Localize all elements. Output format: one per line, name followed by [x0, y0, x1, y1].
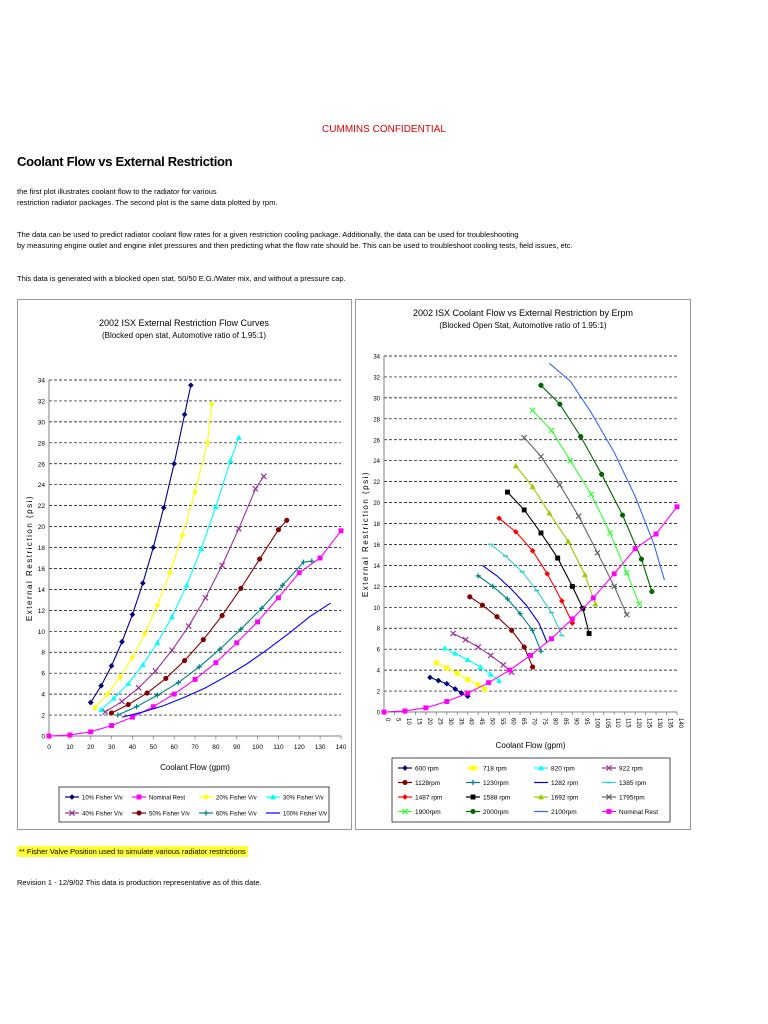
- x-tick-label: 60: [170, 744, 178, 751]
- data-point: [253, 486, 258, 491]
- data-point: [136, 685, 141, 690]
- data-point: [186, 623, 191, 628]
- y-tick-label: 32: [37, 398, 45, 406]
- y-tick-label: 4: [376, 668, 380, 675]
- data-point: [509, 628, 514, 633]
- legend-label: 1692 rpm: [551, 794, 579, 802]
- data-point: [654, 532, 658, 536]
- data-point: [140, 581, 145, 586]
- y-tick-label: 14: [373, 563, 380, 570]
- y-tick-label: 6: [41, 670, 45, 678]
- chart-subtitle: (Blocked open stat, Automotive ratio of 1.95:1): [101, 331, 267, 340]
- data-point: [193, 677, 197, 681]
- x-tick-label: 65: [520, 718, 527, 725]
- data-point: [236, 435, 241, 440]
- legend-label: 1128rpm: [415, 780, 441, 787]
- legend-label: 1487 rpm: [415, 794, 443, 802]
- data-point: [169, 614, 174, 619]
- legend-label: 1588 rpm: [483, 794, 511, 802]
- data-point: [463, 637, 468, 642]
- data-point: [188, 383, 193, 388]
- data-point: [68, 733, 72, 737]
- x-tick-label: 50: [488, 718, 495, 725]
- data-point: [172, 461, 177, 466]
- y-tick-label: 0: [376, 710, 380, 717]
- series-2000rpm: [539, 383, 655, 594]
- data-point: [192, 489, 197, 494]
- data-point: [675, 505, 679, 509]
- data-point: [582, 572, 587, 577]
- data-point: [476, 644, 481, 649]
- x-tick-label: 110: [273, 744, 284, 751]
- data-point: [182, 412, 187, 417]
- series-line: [541, 385, 652, 591]
- data-point: [257, 557, 262, 562]
- data-point: [522, 645, 527, 650]
- revision-note: Revision 1 - 12/9/02 This data is production representative as of this date.: [17, 878, 262, 887]
- legend-label: 820 rpm: [551, 765, 575, 773]
- x-tick-label: 70: [191, 744, 199, 751]
- data-point: [403, 709, 407, 713]
- x-tick-label: 45: [478, 718, 485, 725]
- legend-marker: [471, 766, 475, 770]
- data-point: [119, 639, 124, 644]
- data-point: [570, 584, 574, 588]
- data-point: [530, 408, 535, 413]
- data-point: [134, 704, 139, 709]
- series-line: [516, 466, 596, 604]
- data-point: [220, 613, 225, 618]
- x-tick-label: 25: [436, 718, 443, 725]
- data-point: [620, 513, 625, 518]
- legend-label: 1900rpm: [415, 809, 441, 816]
- legend-marker: [137, 811, 142, 816]
- y-tick-label: 4: [41, 691, 45, 699]
- y-tick-label: 18: [373, 522, 380, 529]
- data-point: [557, 402, 562, 407]
- x-tick-label: 130: [314, 744, 326, 751]
- x-tick-label: 100: [593, 718, 600, 729]
- intro-line-1: the first plot illustrates coolant flow to the radiator for various: [17, 187, 217, 196]
- y-tick-label: 8: [376, 626, 380, 633]
- series-1128rpm: [467, 594, 534, 669]
- y-axis-label: External Restriction (psi): [25, 494, 34, 622]
- data-point: [436, 678, 441, 683]
- series-line: [122, 603, 331, 717]
- data-point: [538, 454, 543, 459]
- data-point: [639, 557, 644, 562]
- data-point: [528, 653, 532, 657]
- data-point: [109, 663, 114, 668]
- legend-marker: [403, 780, 408, 785]
- data-point: [220, 563, 225, 568]
- data-point: [455, 671, 459, 675]
- data-point: [276, 596, 280, 600]
- data-point: [599, 472, 604, 477]
- chart-panel-by-erpm: [355, 299, 691, 830]
- legend-marker: [137, 795, 141, 799]
- data-point: [549, 637, 553, 641]
- data-point: [339, 529, 343, 533]
- y-tick-label: 30: [37, 419, 45, 427]
- data-point: [549, 428, 554, 433]
- data-point: [261, 474, 266, 479]
- flow-curves-chart: [18, 300, 351, 829]
- data-point: [595, 550, 600, 555]
- data-point: [450, 631, 455, 636]
- x-axis-label: Coolant Flow (gpm): [495, 741, 566, 750]
- data-point: [539, 531, 543, 535]
- data-point: [568, 458, 573, 463]
- data-point: [486, 680, 490, 684]
- data-point: [205, 440, 210, 445]
- data-point: [559, 598, 564, 603]
- data-point: [235, 641, 239, 645]
- data-point: [47, 734, 51, 738]
- legend-label: 1282 rpm: [551, 780, 579, 787]
- data-point: [624, 570, 629, 575]
- legend-label: 2000rpm: [483, 809, 509, 816]
- data-point: [255, 620, 259, 624]
- y-tick-label: 8: [41, 649, 45, 657]
- intro-paragraph: [17, 186, 737, 208]
- y-tick-label: 14: [37, 586, 45, 594]
- y-tick-label: 34: [373, 354, 380, 361]
- data-point: [434, 661, 438, 665]
- chart-title: 2002 ISX External Restriction Flow Curves: [98, 318, 270, 328]
- x-tick-label: 55: [499, 718, 506, 725]
- data-point: [480, 603, 485, 608]
- series-nominal-rest: [47, 529, 343, 739]
- y-tick-label: 16: [37, 565, 45, 573]
- y-tick-label: 26: [373, 438, 380, 445]
- x-tick-label: 75: [540, 718, 547, 725]
- legend-label: 2100rpm: [551, 809, 577, 816]
- data-point: [236, 526, 241, 531]
- legend-label: 30% Fisher V/v: [283, 795, 324, 802]
- x-tick-label: 120: [635, 718, 642, 729]
- legend-label: 922 rpm: [619, 765, 643, 773]
- data-point: [607, 530, 612, 535]
- data-point: [612, 572, 616, 576]
- series-line: [91, 385, 191, 702]
- data-point: [578, 434, 583, 439]
- y-tick-label: 18: [37, 545, 45, 553]
- y-tick-label: 10: [373, 605, 380, 612]
- y-axis-label: External Restriction (psi): [361, 470, 370, 598]
- data-point: [445, 666, 449, 670]
- x-tick-label: 95: [582, 718, 589, 725]
- series-line: [95, 404, 212, 708]
- data-point: [184, 583, 189, 588]
- data-point: [650, 589, 655, 594]
- footnote: ** Fisher Valve Position used to simulate various radiator restrictions: [19, 847, 246, 856]
- legend-label: 100% Fisher V/v: [283, 811, 328, 818]
- data-point: [199, 546, 204, 551]
- data-point: [180, 532, 185, 537]
- data-point: [624, 612, 629, 617]
- x-tick-label: 0: [47, 744, 51, 751]
- x-tick-label: 30: [446, 718, 453, 725]
- data-point: [130, 655, 135, 660]
- x-tick-label: 35: [457, 718, 464, 725]
- data-point: [530, 665, 535, 670]
- data-point: [276, 527, 281, 532]
- series-1282-rpm: [482, 565, 547, 642]
- y-tick-label: 26: [37, 461, 45, 469]
- y-tick-label: 2: [41, 712, 45, 720]
- data-point: [145, 691, 150, 696]
- series-nominal-rest: [382, 505, 679, 715]
- y-tick-label: 34: [37, 377, 45, 385]
- data-point: [228, 458, 233, 463]
- series-600-rpm: [427, 675, 470, 699]
- data-point: [209, 401, 214, 406]
- data-point: [570, 617, 574, 621]
- y-tick-label: 24: [373, 459, 380, 466]
- data-point: [556, 556, 560, 560]
- data-point: [88, 700, 93, 705]
- series-1487-rpm: [497, 516, 575, 626]
- data-point: [593, 602, 598, 607]
- chart-panel-flow-curves: [17, 299, 352, 830]
- usage-paragraph: [17, 229, 737, 251]
- series-718-rpm: [434, 661, 487, 692]
- data-point: [214, 661, 218, 665]
- data-point: [507, 668, 511, 672]
- legend-label: 60% Fisher V/v: [216, 811, 257, 818]
- data-point: [591, 596, 595, 600]
- x-tick-label: 20: [87, 744, 95, 751]
- data-point: [115, 712, 120, 717]
- x-tick-label: 90: [572, 718, 579, 725]
- x-tick-label: 60: [509, 718, 516, 725]
- data-point: [155, 603, 160, 608]
- legend-marker: [471, 809, 476, 814]
- y-tick-label: 20: [37, 524, 45, 532]
- data-point: [182, 658, 187, 663]
- x-tick-label: 30: [107, 744, 116, 751]
- x-tick-label: 135: [666, 718, 673, 729]
- legend-label: 50% Fisher V/v: [149, 811, 190, 818]
- data-point: [495, 614, 500, 619]
- data-point: [130, 612, 135, 617]
- data-point: [239, 586, 244, 591]
- data-point: [427, 675, 432, 680]
- data-point: [151, 545, 156, 550]
- x-tick-label: 50: [149, 744, 157, 751]
- series-line: [524, 438, 627, 615]
- x-tick-label: 10: [404, 718, 411, 725]
- data-point: [505, 490, 509, 494]
- x-tick-label: 140: [335, 744, 347, 751]
- y-tick-label: 28: [37, 440, 45, 448]
- data-point: [467, 594, 472, 599]
- series-100-fisher-v-v: [122, 603, 331, 717]
- legend-marker: [607, 809, 611, 813]
- chart-title: 2002 ISX Coolant Flow vs External Restriction by Erpm: [412, 308, 634, 318]
- page-title: Coolant Flow vs External Restriction: [17, 154, 233, 169]
- legend-label: 40% Fisher V/v: [82, 811, 123, 818]
- chart-subtitle: (Blocked Open Stat, Automotive ratio of 1.95:1): [439, 321, 607, 330]
- data-point: [587, 631, 591, 635]
- data-point: [545, 571, 550, 576]
- data-point: [522, 508, 526, 512]
- data-point: [172, 692, 176, 696]
- data-point: [442, 646, 447, 651]
- data-point: [576, 514, 581, 519]
- y-tick-label: 22: [37, 503, 45, 511]
- data-point: [453, 651, 458, 656]
- data-point: [297, 570, 301, 574]
- x-tick-label: 90: [233, 744, 241, 751]
- data-point: [488, 653, 493, 658]
- x-tick-label: 80: [551, 718, 558, 725]
- series-line: [49, 531, 341, 736]
- series-line: [549, 363, 664, 580]
- x-tick-label: 115: [624, 718, 631, 728]
- data-point: [284, 518, 289, 523]
- data-point: [478, 664, 483, 669]
- intro-line-2: restriction radiator packages. The second plot is the same data plotted by rpm.: [17, 198, 278, 207]
- x-tick-label: 140: [677, 718, 683, 729]
- data-point: [589, 492, 594, 497]
- y-tick-label: 12: [37, 607, 45, 615]
- data-point: [424, 706, 428, 710]
- data-point: [633, 546, 637, 550]
- data-point: [155, 640, 160, 645]
- x-tick-label: 40: [128, 744, 137, 751]
- x-tick-label: 40: [467, 718, 474, 725]
- data-point: [99, 683, 104, 688]
- y-tick-label: 6: [376, 647, 380, 654]
- x-tick-label: 105: [603, 718, 610, 729]
- y-tick-label: 0: [41, 733, 45, 741]
- data-point: [513, 463, 518, 468]
- x-tick-label: 20: [425, 718, 432, 725]
- series-820-rpm: [442, 646, 502, 683]
- series-10-fisher-v-v: [88, 383, 193, 705]
- series-2100rpm: [549, 363, 664, 580]
- erpm-chart: [356, 300, 690, 829]
- legend-marker: [471, 795, 475, 799]
- data-point: [539, 383, 544, 388]
- y-tick-label: 30: [373, 396, 380, 403]
- data-point: [476, 683, 480, 687]
- legend-label: 600 rpm: [415, 765, 439, 773]
- usage-line-1: The data can be used to predict radiator coolant flow rates for a given restriction cooling package. Additionally, the data can be used for troubleshooting: [17, 230, 519, 239]
- x-tick-label: 130: [656, 718, 663, 729]
- x-tick-label: 80: [212, 744, 220, 751]
- x-tick-label: 70: [530, 718, 537, 725]
- data-point: [203, 595, 208, 600]
- data-point: [445, 699, 449, 703]
- y-tick-label: 20: [373, 501, 380, 508]
- x-tick-label: 15: [415, 718, 422, 725]
- series-line: [453, 633, 512, 672]
- data-point: [155, 693, 160, 698]
- series-line: [112, 520, 287, 713]
- data-point: [126, 702, 131, 707]
- x-axis-label: Coolant Flow (gpm): [160, 763, 230, 772]
- data-point: [466, 677, 470, 681]
- x-tick-label: 10: [66, 744, 74, 751]
- legend-label: 718 rpm: [483, 765, 507, 773]
- y-tick-label: 22: [373, 480, 380, 487]
- x-tick-label: 0: [384, 718, 390, 722]
- data-point: [444, 681, 449, 686]
- data-point: [89, 730, 93, 734]
- y-tick-label: 16: [373, 542, 380, 549]
- data-point: [130, 715, 134, 719]
- data-point: [119, 699, 124, 704]
- series-line: [482, 565, 547, 642]
- legend-label: 1795rpm: [619, 794, 645, 802]
- legend-label: 10% Fisher V/v: [82, 795, 123, 802]
- usage-line-2: by measuring engine outlet and engine inlet pressures and then predicting what the flow rate should be. This can be used to troubleshoot cooling tests, field issues, etc.: [17, 241, 573, 250]
- x-tick-label: 110: [614, 718, 621, 728]
- series-line: [384, 507, 677, 712]
- y-tick-label: 2: [376, 689, 380, 696]
- y-tick-label: 24: [37, 482, 45, 490]
- data-point: [163, 676, 168, 681]
- data-point: [201, 637, 206, 642]
- confidential-label: CUMMINS CONFIDENTIAL: [322, 124, 446, 135]
- series-line: [105, 476, 264, 712]
- legend-label: Nominal Rest: [149, 795, 186, 802]
- y-tick-label: 12: [373, 584, 380, 591]
- legend-label: 20% Fisher V/v: [216, 795, 257, 802]
- data-point: [482, 687, 486, 691]
- data-point: [637, 602, 642, 607]
- data-point: [318, 556, 322, 560]
- x-tick-label: 5: [394, 718, 401, 722]
- x-tick-label: 120: [293, 744, 305, 751]
- y-tick-label: 28: [373, 417, 380, 424]
- data-point: [109, 723, 113, 727]
- data-point: [466, 691, 470, 695]
- x-tick-label: 100: [252, 744, 264, 751]
- data-point: [213, 504, 218, 509]
- legend-label: Nominal Rest: [619, 809, 659, 816]
- data-point: [382, 710, 386, 714]
- data-point: [167, 570, 172, 575]
- x-tick-label: 125: [645, 718, 652, 729]
- y-tick-label: 10: [37, 628, 45, 636]
- data-point: [465, 657, 470, 662]
- data-point: [557, 482, 562, 487]
- data-point: [501, 662, 506, 667]
- data-point: [169, 648, 174, 653]
- data-point: [109, 711, 114, 716]
- legend-label: 1230rpm: [483, 780, 509, 787]
- legend-label: 1385 rpm: [619, 780, 647, 787]
- y-tick-label: 32: [373, 375, 380, 382]
- x-tick-label: 85: [561, 718, 568, 725]
- method-paragraph: This data is generated with a blocked open stat, 50/50 E.G./Water mix, and without a pressure cap.: [17, 274, 346, 283]
